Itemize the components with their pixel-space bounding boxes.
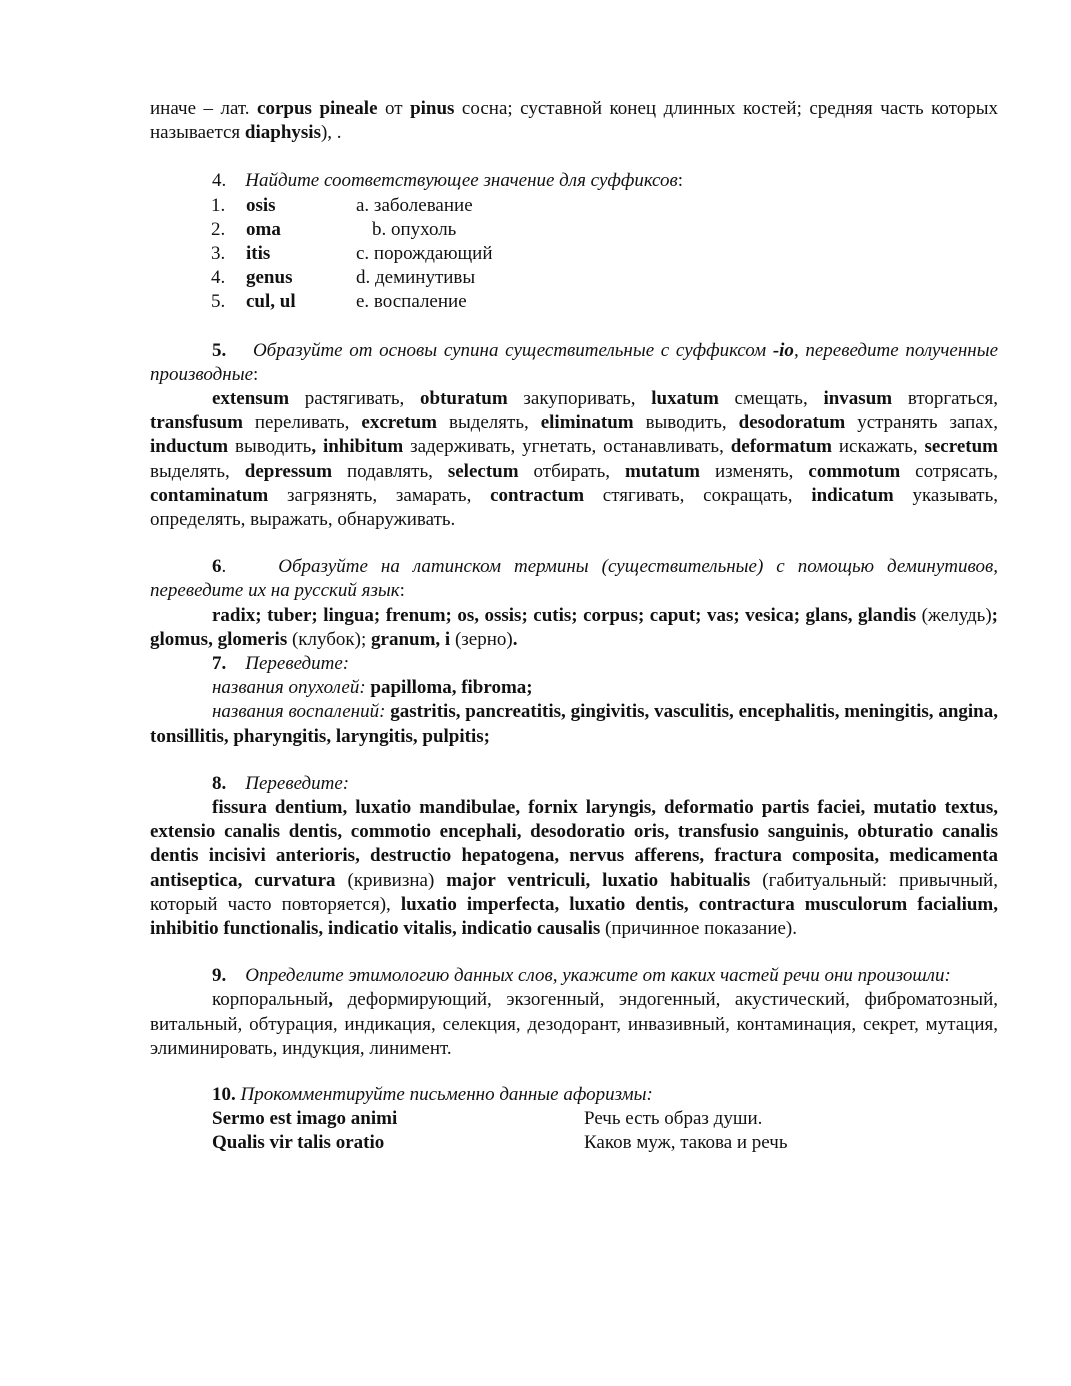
latin-supine: , inhibitum (311, 436, 404, 458)
inflammations-label: названия воспалений: (212, 701, 386, 723)
translation: выделять, (437, 412, 541, 434)
exercise-8-words (150, 796, 998, 941)
item-term: osis (246, 194, 276, 216)
exercise-number: 10. (212, 1084, 236, 1106)
item-term: oma (246, 218, 281, 240)
latin-terms: fissura dentium, luxatio mandibulae, fornix laryngis, deformatio partis faciei, mutatio textus, extensio canalis dentis, commotio encephali, desodoratio oris, transfusio sanguinis, obturatio canalis dentis incisivi anterioris, destructio hepatogena, nervus afferens, fractura composita, medicamenta antiseptica, curvatura (150, 797, 998, 891)
list-item (150, 242, 998, 266)
exercise-5-heading: 5. Образуйте от основы супина существительные с суффиксом -io, переведите полученные производные: (150, 339, 999, 385)
exercise-number: 5. (212, 339, 227, 361)
translation: отбирать, (518, 460, 626, 482)
exercise-instruction: Образуйте от основы супина существительные с суффиксом (252, 339, 773, 361)
translation: выводить, (633, 412, 739, 434)
translation: растягивать, (289, 387, 421, 409)
exercise-number: 4 (212, 170, 222, 192)
exercise-instruction: , переведите полученные производные (150, 339, 999, 385)
item-definition: d. деминутивы (356, 267, 476, 289)
translation: (зерно) (450, 628, 513, 650)
aphorism-translation: Речь есть образ души. (584, 1108, 763, 1130)
exercise-instruction: Переведите: (245, 652, 350, 674)
list-item (150, 194, 998, 218)
aphorism-translation: Каков муж, такова и речь (584, 1132, 788, 1154)
latin-supine: luxatum (651, 387, 719, 409)
punctuation: , (328, 989, 334, 1011)
aphorism-row (212, 1107, 998, 1131)
item-term: cul, ul (246, 291, 296, 313)
inflammations-terms: gastritis, pancreatitis, gingivitis, vasculitis, encephalitis, meningitis, angina, tonsillitis, pharyngitis, laryngitis, pulpitis; (150, 701, 998, 747)
latin-supine: deformatum (730, 436, 832, 458)
intro-paragraph (150, 97, 998, 145)
latin-supine: contaminatum (150, 484, 269, 506)
document-page (150, 97, 998, 1156)
exercise-number: 9. (212, 965, 227, 987)
tumors-terms: papilloma, fibroma; (365, 677, 533, 699)
latin-supine: selectum (447, 460, 519, 482)
translation: (желудь) (916, 604, 992, 626)
intro-text: ), . (320, 122, 342, 144)
term-corpus-pineale: corpus pineale (257, 98, 378, 119)
word-list: деформирующий, экзогенный, эндогенный, акустический, фиброматозный, витальный, обтурация, индикация, селекция, дезодорант, инвазивный, контаминация, секрет, мутация, элиминировать, индукция, линимент. (150, 989, 998, 1059)
intro-text: от (377, 98, 411, 119)
latin-terms: ; glomus, glomeris (150, 604, 998, 650)
latin-supine: indicatum (811, 484, 894, 506)
item-term: itis (246, 242, 271, 264)
suffix-list (150, 194, 998, 315)
punctuation: . (512, 628, 518, 650)
latin-supine: commotum (808, 460, 901, 482)
item-definition: a. заболевание (356, 194, 473, 216)
translation: смещать, (718, 387, 824, 409)
exercise-5-words (150, 387, 998, 532)
item-number: 2. (211, 218, 226, 240)
item-definition: e. воспаление (356, 291, 467, 313)
suffix-io: -io (772, 339, 794, 361)
translation: переливать, (242, 412, 362, 434)
latin-supine: eliminatum (540, 412, 634, 434)
latin-supine: obturatum (420, 387, 508, 409)
item-number: 5. (211, 291, 226, 313)
latin-supine: depressum (244, 460, 333, 482)
tumors-label: названия опухолей: (212, 677, 366, 699)
exercise-9-words (150, 988, 998, 1061)
translation: искажать, (832, 436, 925, 458)
translation: загрязнять, замарать, (268, 484, 491, 506)
intro-text: иначе – лат. (150, 98, 258, 119)
inflammations-line (150, 700, 998, 748)
translation: сотрясать, (900, 460, 998, 482)
translation: закупоривать, (507, 387, 652, 409)
translation: (клубок); (287, 628, 372, 650)
item-number: 3. (211, 242, 226, 264)
latin-terms: luxatio imperfecta, luxatio dentis, contractura musculorum facialium, inhibitio functionalis, indicatio vitalis, indicatio causalis (150, 893, 998, 940)
aphorism-latin: Qualis vir talis oratio (212, 1132, 385, 1154)
latin-terms: radix; tuber; lingua; frenum; os, ossis; cutis; corpus; caput; vas; vesica; glans, glandis (212, 604, 917, 626)
term-diaphysis: diaphysis (244, 122, 321, 144)
item-term: genus (246, 267, 293, 289)
latin-supine: contractum (490, 484, 585, 506)
exercise-9-heading (150, 964, 998, 988)
exercise-number: 8. (212, 772, 227, 794)
exercise-instruction: Найдите соответствующее значение для суффиксов (245, 170, 678, 192)
latin-supine: secretum (924, 436, 998, 458)
latin-supine: extensum (212, 387, 290, 409)
item-number: 1. (211, 194, 226, 216)
item-definition: b. опухоль (372, 218, 457, 240)
exercise-instruction: Переведите: (245, 772, 350, 794)
latin-supine: mutatum (625, 460, 700, 482)
item-definition: c. порождающий (356, 242, 493, 264)
translation: выделять, (150, 460, 245, 482)
term-pinus: pinus (410, 98, 455, 119)
translation: вторгаться, (892, 387, 998, 409)
exercise-8-heading (150, 772, 998, 796)
latin-terms: granum, i (371, 628, 451, 650)
word: корпоральный (212, 989, 329, 1011)
exercise-instruction: Прокомментируйте письменно данные афоризмы: (240, 1084, 653, 1106)
translation: подавлять, (332, 460, 448, 482)
exercise-instruction: Определите этимологию данных слов, укажите от каких частей речи они произошли: (245, 965, 951, 987)
translation: (кривизна) (335, 869, 447, 891)
intro-text: сосна; суставной конец длинных костей; средняя часть которых называется (150, 98, 999, 144)
aphorism-row (212, 1131, 998, 1155)
translation: (габитуальный: привычный, который часто повторяется), (150, 869, 998, 915)
latin-supine: transfusum (150, 412, 243, 434)
exercise-number: 6 (212, 556, 222, 578)
latin-terms: major ventriculi, luxatio habitualis (446, 869, 751, 891)
tumors-line (150, 676, 998, 700)
latin-supine: excretum (361, 412, 438, 434)
exercise-7-heading (150, 652, 998, 676)
aphorism-latin: Sermo est imago animi (212, 1108, 398, 1130)
item-number: 4. (211, 267, 226, 289)
translation: выводить (228, 436, 312, 458)
translation: указывать, определять, выражать, обнаруживать. (150, 484, 998, 530)
latin-supine: desodoratum (738, 412, 846, 434)
exercise-6-heading: 6. Образуйте на латинском термины (существительные) с помощью деминутивов, переведите их на русский язык: (150, 556, 999, 602)
list-item (150, 290, 998, 314)
latin-supine: inductum (150, 436, 229, 458)
translation: изменять, (699, 460, 809, 482)
exercise-instruction: Образуйте на латинском термины (существительные) с помощью деминутивов, переведите их на русский язык (150, 556, 999, 602)
translation: задерживать, угнетать, останавливать, (403, 436, 731, 458)
exercise-10-heading (150, 1083, 998, 1107)
translation: (причинное показание). (600, 918, 797, 940)
list-item (150, 266, 998, 290)
translation: стягивать, сокращать, (584, 484, 812, 506)
exercise-6-words (150, 604, 998, 652)
exercise-4-heading: 4. Найдите соответствующее значение для суффиксов: (212, 170, 684, 192)
latin-supine: invasum (823, 387, 893, 409)
translation: устранять запах, (845, 412, 998, 434)
exercise-number: 7. (212, 652, 227, 674)
list-item (150, 218, 998, 242)
